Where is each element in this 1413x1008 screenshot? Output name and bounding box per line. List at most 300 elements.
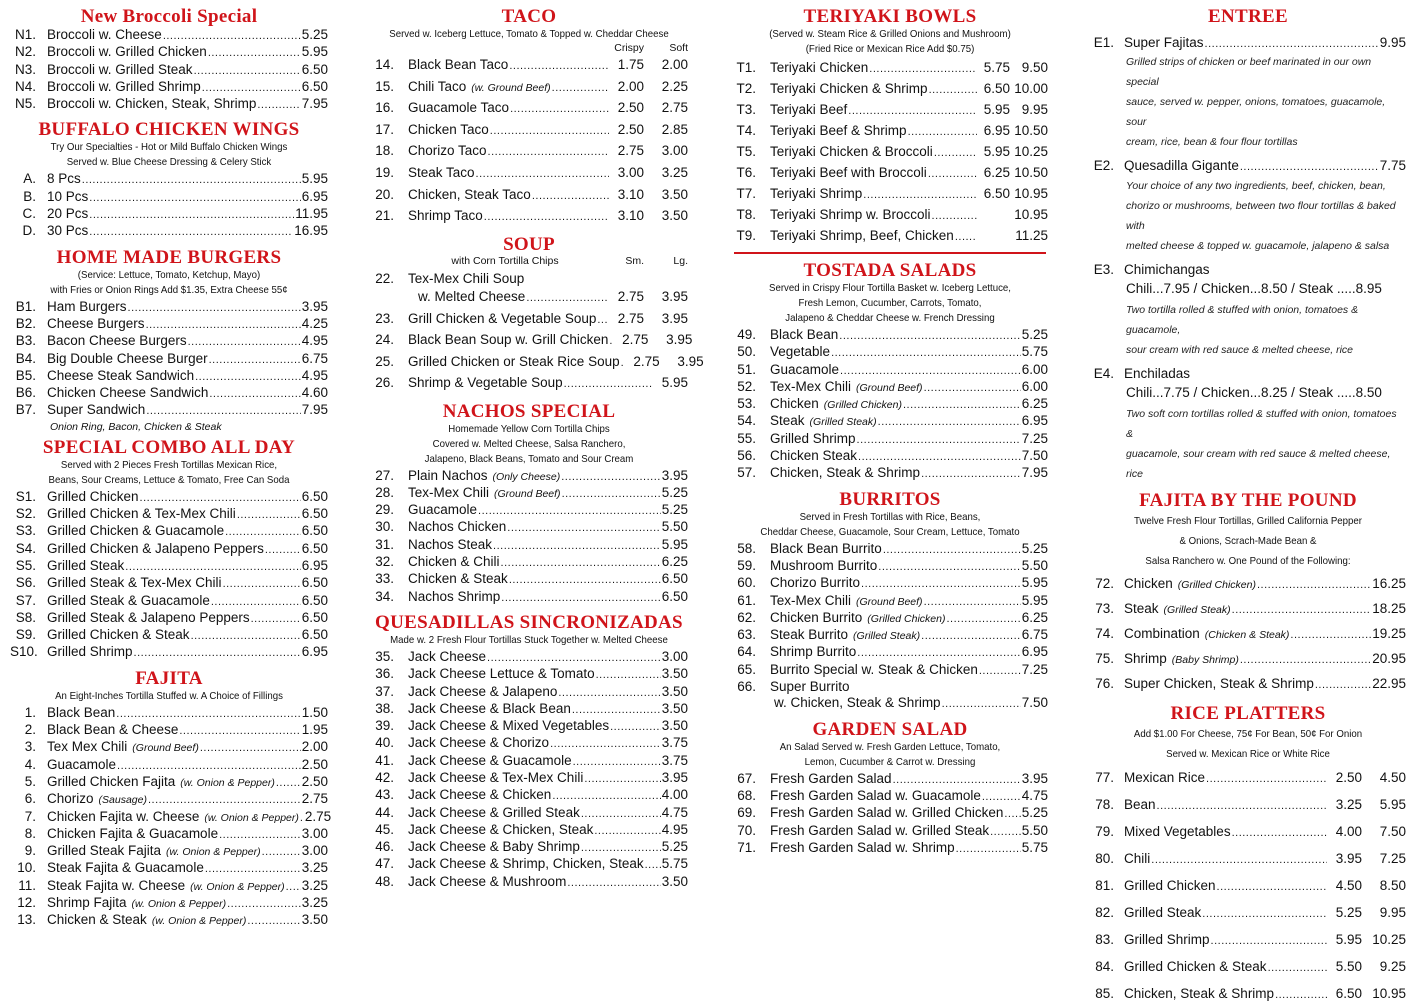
item-code: 59. (737, 557, 756, 573)
leader-dots (1202, 900, 1327, 927)
burgers-list (10, 299, 328, 420)
list-item (732, 679, 1048, 695)
fajita-subtitle: An Eight-Inches Tortilla Stuffed w. A Choice of Fillings (55, 689, 283, 702)
item-name: Grilled Chicken & Steak (1124, 959, 1267, 975)
item-code: 1. (24, 704, 36, 720)
item-code: S4. (15, 540, 36, 556)
item-price: 6.50 (301, 488, 328, 504)
item-price: 5.25 (1021, 327, 1048, 342)
leader-dots (573, 753, 661, 770)
item-name: Jack Cheese & Chicken (408, 787, 552, 803)
list-item (10, 368, 328, 385)
item-code: T7. (736, 186, 756, 201)
list-item (370, 874, 688, 891)
soup-header-small: Sm. (625, 254, 644, 267)
item-code: 62. (737, 609, 756, 625)
item-price-small: 3.00 (617, 164, 644, 180)
section-divider (734, 252, 1046, 254)
leader-dots (567, 874, 660, 891)
wings-subtitle-2: Served w. Blue Cheese Dressing & Celery Stick (66, 156, 272, 169)
item-code: B6. (15, 385, 36, 401)
item-code: 14. (375, 57, 394, 72)
leader-dots (982, 788, 1021, 805)
item-price: 3.95 (1021, 770, 1048, 786)
item-code: 42. (375, 770, 394, 785)
item-price: 3.25 (301, 877, 328, 893)
quesadillas-subtitle: Made w. 2 Fresh Flour Tortillas Stuck Together w. Melted Cheese (390, 633, 668, 646)
item-name: Super Chicken, Steak & Shrimp (1124, 676, 1314, 692)
leader-dots (572, 701, 661, 718)
leader-dots (924, 593, 1021, 610)
leader-dots (1290, 622, 1371, 647)
item-name: Black Bean Burrito (770, 540, 882, 556)
leader-dots (869, 58, 977, 79)
leader-dots (621, 352, 625, 374)
item-code: 85. (1095, 986, 1114, 1002)
item-code: 84. (1095, 959, 1114, 975)
taco-subtitle: Served w. Iceberg Lettuce, Tomato & Topped w. Cheddar Cheese (389, 28, 669, 40)
item-name: Bean (1124, 797, 1156, 813)
item-name: Guacamole (408, 502, 478, 518)
leader-dots (117, 757, 301, 774)
item-name: Jack Cheese Lettuce & Tomato (408, 666, 595, 682)
item-name: Chicken (1124, 576, 1173, 592)
item-price-options: Chili...7.75 / Chicken...8.25 / Steak .....8.50 (1126, 385, 1382, 401)
leader-dots (839, 327, 1020, 344)
item-price: 19.25 (1372, 626, 1406, 642)
item-name: Mixed Vegetables (1124, 824, 1231, 840)
item-name: Teriyaki Chicken & Broccoli (770, 144, 933, 159)
item-code: T6. (736, 165, 756, 180)
list-item (10, 757, 328, 774)
leader-dots (857, 431, 1021, 448)
item-description: Two soft corn tortillas rolled & stuffed with onion, tomatoes & (1126, 408, 1397, 441)
item-price: 6.95 (301, 644, 328, 660)
list-item (10, 575, 328, 592)
list-item (732, 327, 1048, 344)
item-code: 44. (375, 804, 394, 820)
item-price-large: 10.00 (1014, 81, 1048, 96)
item-name: Black Bean Soup w. Grill Chicken (408, 332, 609, 348)
leader-dots (82, 171, 301, 188)
item-code: 27. (375, 467, 394, 483)
item-price: 1.95 (301, 722, 328, 738)
item-name: Quesadilla Gigante (1124, 158, 1239, 174)
list-item (370, 537, 688, 554)
item-price: 6.50 (301, 540, 328, 556)
list-item (370, 120, 688, 142)
item-code: 38. (375, 700, 394, 716)
burritos-list (732, 541, 1048, 679)
list-item (732, 431, 1048, 448)
list-item (732, 58, 1048, 79)
item-code: S8. (15, 609, 36, 625)
item-price: 6.25 (661, 554, 688, 570)
item-price-large: 10.95 (1372, 986, 1406, 1002)
item-price: 6.50 (301, 592, 328, 608)
item-code: B5. (15, 367, 36, 383)
item-name: Grilled Steak Fajita (47, 843, 162, 859)
item-code: 60. (737, 575, 756, 591)
item-code: 7. (24, 808, 36, 824)
item-note: (w. Onion & Pepper) (131, 897, 227, 910)
list-item (370, 554, 688, 571)
item-code: 74. (1095, 626, 1114, 642)
list-item (732, 379, 1048, 396)
item-description: Two tortilla rolled & stuffed with onion, tomatoes & guacamole, (1126, 303, 1359, 336)
item-price-large: 5.95 (661, 375, 688, 391)
item-price: 16.25 (1372, 576, 1406, 592)
leader-dots (509, 571, 661, 588)
garden-title: GARDEN SALAD (812, 718, 968, 740)
item-note: (Grilled Chicken) (867, 612, 946, 625)
fajita-title: FAJITA (135, 667, 203, 689)
item-code: 83. (1095, 932, 1114, 948)
item-price: 7.50 (1021, 695, 1048, 711)
item-name: Tex Mex Chili (47, 739, 128, 755)
tostada-title: TOSTADA SALADS (803, 260, 977, 281)
quesadillas-title: QUESADILLAS SINCRONIZADAS (375, 611, 683, 633)
item-code: N2. (14, 44, 36, 60)
item-name: Shrimp Taco (408, 208, 483, 224)
item-name: Steak Burrito (770, 627, 849, 643)
item-price: 2.00 (301, 739, 328, 755)
item-price: 1.50 (301, 704, 328, 720)
item-price: 5.50 (1021, 557, 1048, 573)
list-item (732, 100, 1048, 121)
taco-header-crispy: Crispy (614, 42, 644, 54)
item-name: Teriyaki Shrimp (770, 186, 863, 201)
item-description: sour cream with red sauce & melted cheese, rice (1126, 343, 1354, 356)
item-price: 5.25 (1021, 805, 1048, 821)
leader-dots (140, 489, 301, 506)
leader-dots (840, 362, 1021, 379)
item-price-large: 10.50 (1014, 165, 1048, 180)
list-item (10, 44, 328, 61)
item-code: S2. (15, 506, 36, 522)
item-price: 6.50 (301, 627, 328, 643)
item-price: 11.95 (295, 206, 328, 222)
list-item (10, 171, 328, 188)
item-code: 68. (737, 787, 756, 803)
item-name: Fresh Garden Salad w. Grilled Chicken (770, 805, 1004, 821)
leader-dots (286, 878, 301, 895)
list-item (370, 805, 688, 822)
item-code: 54. (737, 413, 756, 429)
item-name: Cheese Steak Sandwich (47, 367, 195, 383)
list-item (10, 705, 328, 722)
list-item (732, 163, 1048, 184)
leader-dots (219, 826, 301, 843)
item-price-small: 2.50 (1335, 770, 1362, 786)
list-item (1090, 158, 1406, 175)
leader-dots (487, 649, 661, 666)
item-name: Steak Taco (408, 164, 475, 180)
leader-dots (561, 468, 660, 485)
leader-dots (146, 316, 301, 333)
item-name: Chicken Burrito (770, 609, 863, 625)
item-code: 45. (375, 821, 394, 837)
combo-subtitle: Served with 2 Pieces Fresh Tortillas Mexican Rice, (60, 458, 278, 471)
item-code: 16. (375, 100, 394, 116)
list-item (732, 142, 1048, 163)
item-code: 75. (1095, 651, 1114, 667)
leader-dots (831, 344, 1021, 361)
item-code: 6. (24, 791, 36, 807)
leader-dots (921, 627, 1021, 644)
leader-dots (209, 351, 301, 368)
item-code: A. (23, 171, 36, 187)
item-name: Chicken, Steak & Shrimp (1124, 986, 1275, 1002)
item-description: melted cheese & topped w. guacamole, jalapeno & salsa (1126, 239, 1390, 252)
item-name: Chili Taco (408, 78, 467, 94)
item-code: E3. (1093, 261, 1114, 277)
item-code: 22. (375, 270, 394, 286)
list-item (10, 739, 328, 756)
list-item (1090, 981, 1406, 1008)
item-name: Jack Cheese & Chicken, Steak (408, 821, 594, 837)
leader-dots (507, 519, 660, 536)
list-item (370, 718, 688, 735)
list-item (1090, 572, 1406, 597)
item-price-large: 9.95 (1021, 102, 1048, 117)
list-item (370, 571, 688, 588)
list-item (10, 895, 328, 912)
item-code: B2. (15, 315, 36, 331)
leader-dots (1157, 792, 1327, 819)
item-price: 22.95 (1372, 676, 1406, 692)
burritos-title: BURRITOS (839, 488, 941, 510)
item-name: Jack Cheese & Guacamole (408, 752, 572, 768)
item-note: (Ground Beef) (494, 487, 561, 500)
leader-dots (848, 100, 977, 121)
item-name: Broccoli w. Grilled Chicken (47, 44, 207, 60)
item-code: N4. (14, 78, 36, 94)
item-code: 57. (737, 465, 756, 481)
leader-dots (1257, 572, 1371, 597)
item-price: 3.95 (661, 770, 688, 785)
item-name: Nachos Shrimp (408, 588, 501, 604)
list-item (732, 362, 1048, 379)
item-code: 31. (375, 536, 394, 552)
combo-list (10, 489, 328, 662)
item-price: 4.95 (661, 821, 688, 837)
list-item (10, 912, 328, 929)
item-price: 4.75 (1021, 787, 1048, 803)
taco-title: TACO (501, 6, 557, 27)
nachos-subtitle-3: Jalapeno, Black Beans, Tomato and Sour Cream (424, 452, 634, 465)
item-code: 33. (375, 571, 394, 587)
leader-dots (478, 502, 661, 519)
item-name: Jack Cheese & Mixed Vegetables (408, 718, 610, 734)
item-code: N5. (14, 96, 36, 112)
item-code: B1. (15, 298, 36, 314)
burritos-subtitle: Served in Fresh Tortillas with Rice, Beans, (799, 510, 981, 523)
item-price: 6.50 (301, 523, 328, 539)
item-price-large: 9.50 (1021, 60, 1048, 75)
item-name: Teriyaki Chicken & Shrimp (770, 81, 928, 96)
item-price-small: 2.50 (617, 100, 644, 116)
list-item (10, 722, 328, 739)
rice-list (1090, 765, 1406, 1008)
item-name: Teriyaki Beef with Broccoli (770, 165, 927, 180)
item-price: 9.95 (1379, 35, 1406, 50)
item-code: 20. (375, 186, 394, 202)
item-price: 3.50 (661, 873, 688, 889)
item-code: C. (22, 206, 36, 222)
leader-dots (857, 644, 1020, 661)
item-code: B. (23, 188, 36, 204)
item-price: 4.95 (301, 367, 328, 383)
item-code: B4. (15, 350, 36, 366)
leader-dots (903, 396, 1021, 413)
leader-dots (89, 189, 300, 206)
list-item (732, 823, 1048, 840)
list-item-continued (732, 695, 1048, 712)
item-name: Chili (1124, 851, 1151, 867)
rice-subtitle: Add $1.00 For Cheese, 75¢ For Bean, 50¢ For Onion (1133, 728, 1363, 741)
list-item (370, 55, 688, 77)
list-item (370, 309, 688, 331)
item-price: 3.75 (661, 735, 688, 751)
item-code: 51. (737, 361, 756, 377)
item-name: Chicken & Steak (408, 571, 508, 587)
item-description: guacamole, sour cream with red sauce & melted cheese, rice (1126, 448, 1391, 481)
list-item (10, 627, 328, 644)
item-price: 6.25 (1021, 609, 1048, 625)
item-price-small: 5.95 (1335, 932, 1362, 948)
item-code: 39. (375, 718, 394, 734)
item-name: Grilled Chicken & Jalapeno Peppers (47, 540, 264, 556)
item-code: D. (22, 223, 36, 239)
item-name: Chicken & Chili (408, 554, 500, 570)
item-name: Grilled Shrimp (1124, 932, 1210, 948)
teriyaki-title: TERIYAKI BOWLS (803, 6, 977, 27)
leader-dots (1211, 927, 1327, 954)
list-item (10, 843, 328, 860)
item-name: Black Bean Taco (408, 57, 509, 72)
item-price: 3.25 (301, 860, 328, 876)
list-item (732, 121, 1048, 142)
list-item (1090, 927, 1406, 954)
leader-dots (1268, 954, 1327, 981)
item-code: E2. (1093, 158, 1114, 174)
item-price-large: 10.50 (1014, 123, 1048, 138)
list-item (370, 98, 688, 120)
item-code: S1. (15, 488, 36, 504)
item-price: 6.50 (301, 575, 328, 591)
item-code: 78. (1095, 797, 1114, 813)
item-price-small: 1.75 (617, 57, 644, 72)
item-code: 76. (1095, 676, 1114, 692)
leader-dots (921, 465, 1021, 482)
item-price: 6.50 (661, 588, 688, 604)
item-price-large: 2.00 (661, 57, 688, 72)
item-name: Shrimp Burrito (770, 644, 857, 660)
item-code: 50. (737, 344, 756, 360)
taco-price-headers (370, 42, 688, 55)
list-item (732, 541, 1048, 558)
item-price-small: 6.95 (983, 123, 1010, 138)
fajita-list (10, 704, 332, 930)
item-price-large: 3.00 (661, 143, 688, 159)
item-note: (w. Onion & Pepper) (190, 880, 285, 893)
leader-dots (597, 309, 609, 331)
item-name: Big Double Cheese Burger (47, 350, 208, 366)
item-note: (Grilled Chicken) (823, 399, 902, 412)
item-code: 70. (737, 822, 756, 838)
list-item (10, 860, 328, 877)
list-item (370, 271, 688, 287)
item-code: 63. (737, 627, 756, 643)
list-item (1090, 954, 1406, 981)
item-note: (Ground Beef) (856, 595, 923, 608)
leader-dots (300, 809, 304, 826)
leader-dots (237, 506, 301, 523)
nachos-subtitle-2: Covered w. Melted Cheese, Salsa Ranchero, (432, 437, 626, 450)
list-item (370, 352, 704, 374)
leader-dots (878, 413, 1021, 430)
broccoli-title: New Broccoli Special (80, 6, 258, 27)
leader-dots (223, 575, 301, 592)
item-price-large: 7.50 (1379, 824, 1406, 840)
leader-dots (194, 62, 301, 79)
list-item (370, 519, 688, 536)
list-item (370, 287, 688, 309)
leader-dots (89, 206, 294, 223)
item-price-small: 5.95 (983, 144, 1010, 159)
item-price: 6.75 (1021, 627, 1048, 643)
list-item (1090, 873, 1406, 900)
item-price: 4.25 (301, 315, 328, 331)
item-code: 66. (737, 679, 756, 695)
list-item (10, 299, 328, 316)
item-code: 46. (375, 839, 394, 855)
item-name: Steak (1124, 601, 1159, 617)
item-name: Jack Cheese & Grilled Steak (408, 804, 580, 820)
list-item (732, 771, 1048, 788)
item-name: Chicken Taco (408, 121, 489, 137)
list-item (370, 589, 688, 606)
menu-column-3 (732, 6, 1048, 857)
item-name: Bacon Cheese Burgers (47, 333, 187, 349)
item-name: Grilled Steak (1124, 905, 1202, 921)
item-name: Plain Nachos (408, 467, 488, 483)
item-name: Jack Cheese & Baby Shrimp (408, 839, 580, 855)
item-price: 3.25 (301, 894, 328, 910)
item-name: Nachos Chicken (408, 519, 507, 535)
tostada-subtitle: Served in Crispy Flour Tortilla Basket w. Iceberg Lettuce, (769, 282, 1011, 294)
item-price: 4.00 (661, 787, 688, 803)
item-name: Chicken Fajita w. Cheese (47, 808, 200, 824)
list-item (1090, 366, 1406, 382)
leader-dots (532, 185, 609, 207)
item-description: Your choice of any two ingredients, beef, chicken, bean, (1126, 179, 1386, 192)
item-name: Broccoli w. Grilled Steak (47, 61, 193, 77)
item-code: T3. (736, 102, 756, 117)
item-code: 77. (1095, 770, 1114, 786)
item-name: Teriyaki Beef & Shrimp (770, 123, 907, 138)
item-note: (Baby Shrimp) (1171, 654, 1239, 667)
garden-list (732, 771, 1048, 857)
item-code: 9. (24, 843, 36, 859)
item-code: T2. (736, 81, 756, 96)
list-item (370, 485, 688, 502)
item-name: Combination (1124, 626, 1200, 642)
item-code: E1. (1093, 35, 1114, 50)
taco-header-soft: Soft (669, 42, 688, 54)
soup-header-large: Lg. (673, 254, 688, 267)
